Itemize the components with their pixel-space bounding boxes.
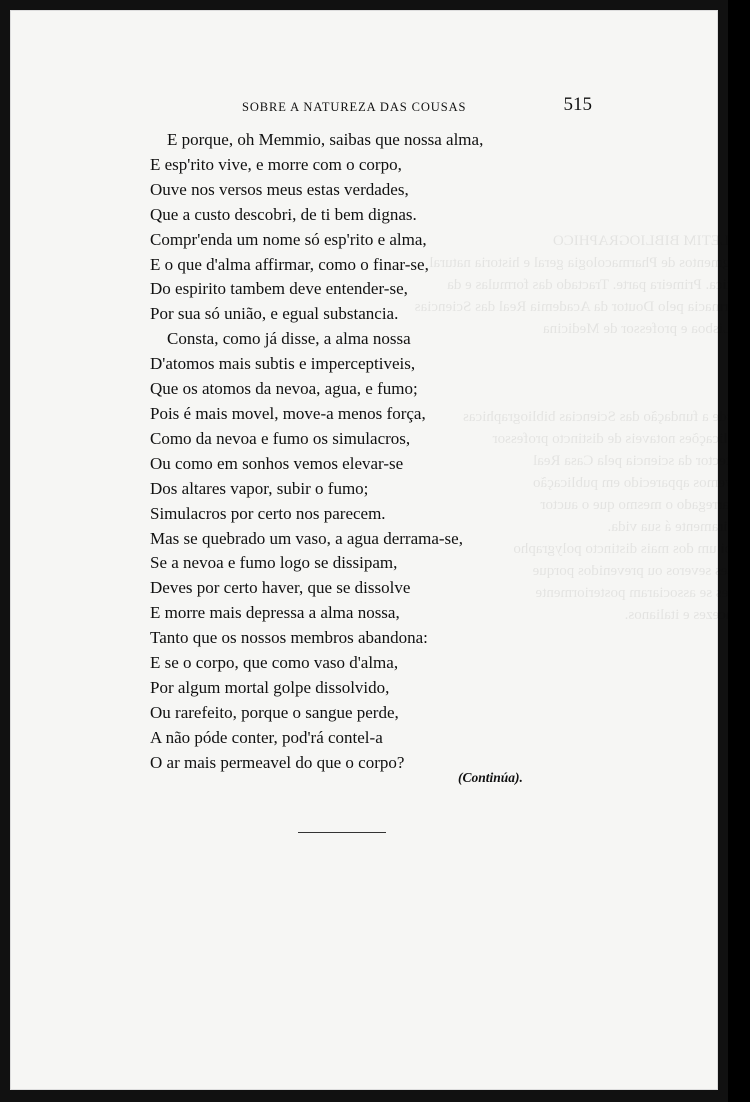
verse-line: E se o corpo, que como vaso d'alma, [150, 653, 399, 673]
verse-line: Mas se quebrado um vaso, a agua derrama-se, [150, 528, 463, 548]
poem-text [150, 128, 570, 776]
verse-line: O ar mais permeavel do que o corpo? [150, 752, 405, 772]
show-through-text: BOLETIM BIBLIOGRAPHICO Fragmentos de Pharmacologia geral e historia natural pratica. Primeira parte. Tractado das formulas e da pharmacia pelo Doutor da Academia Real das Sciencias de Lisboa e professor de Medicina Desde a fundação das Sciencias bibliographicas publicações notaveis de distincto professor protector da sciencia pela Casa Real Havemos apparecido em publicação encarregado o mesmo que o auctor inteiramente á sua vida. E foi um dos mais distincto polygrapho juizes severos ou prevenidos porque vozes se associaram posteriormente francezes e italianos. [414, 233, 750, 623]
verse-line: Compr'enda um nome só esp'rito e alma, [150, 229, 427, 249]
running-header [242, 94, 592, 118]
verse-line: Consta, como já disse, a alma nossa [167, 329, 411, 349]
verse-line: Por sua só união, e egual substancia. [150, 304, 399, 324]
verse-line: E morre mais depressa a alma nossa, [150, 603, 400, 623]
continuation-note: (Continúa). [458, 770, 523, 785]
verse-line: Deves por certo haver, que se dissolve [150, 578, 411, 598]
verse-line: D'atomos mais subtis e imperceptiveis, [150, 354, 416, 374]
verse-line: Por algum mortal golpe dissolvido, [150, 677, 390, 697]
running-title: SOBRE A NATUREZA DAS COUSAS [242, 100, 467, 114]
verse-line: E o que d'alma affirmar, como o finar-se, [150, 254, 429, 274]
verse-line: Tanto que os nossos membros abandona: [150, 628, 428, 648]
verse-line: Simulacros por certo nos parecem. [150, 503, 386, 523]
verse-line: Ou como em sonhos vemos elevar-se [150, 453, 404, 473]
verse-line: Se a nevoa e fumo logo se dissipam, [150, 553, 398, 573]
page-number: 515 [563, 94, 592, 115]
verse-line: Dos altares vapor, subir o fumo; [150, 478, 369, 498]
verse-line: E porque, oh Memmio, saibas que nossa alma, [167, 130, 484, 149]
verse-line: Que os atomos da nevoa, agua, e fumo; [150, 379, 418, 399]
verse-line: Que a custo descobri, de ti bem dignas. [150, 204, 417, 224]
verse-line: Ouve nos versos meus estas verdades, [150, 179, 409, 199]
verse-line: Como da nevoa e fumo os simulacros, [150, 428, 411, 448]
verse-line: Pois é mais movel, move-a menos força, [150, 403, 426, 423]
section-rule [298, 832, 386, 833]
book-page [10, 10, 750, 1090]
verse-line: Do espirito tambem deve entender-se, [150, 279, 408, 299]
verse-line: E esp'rito vive, e morre com o corpo, [150, 154, 402, 174]
verse-line: A não póde conter, pod'rá contel-a [150, 727, 383, 747]
verse-line: Ou rarefeito, porque o sangue perde, [150, 702, 399, 722]
